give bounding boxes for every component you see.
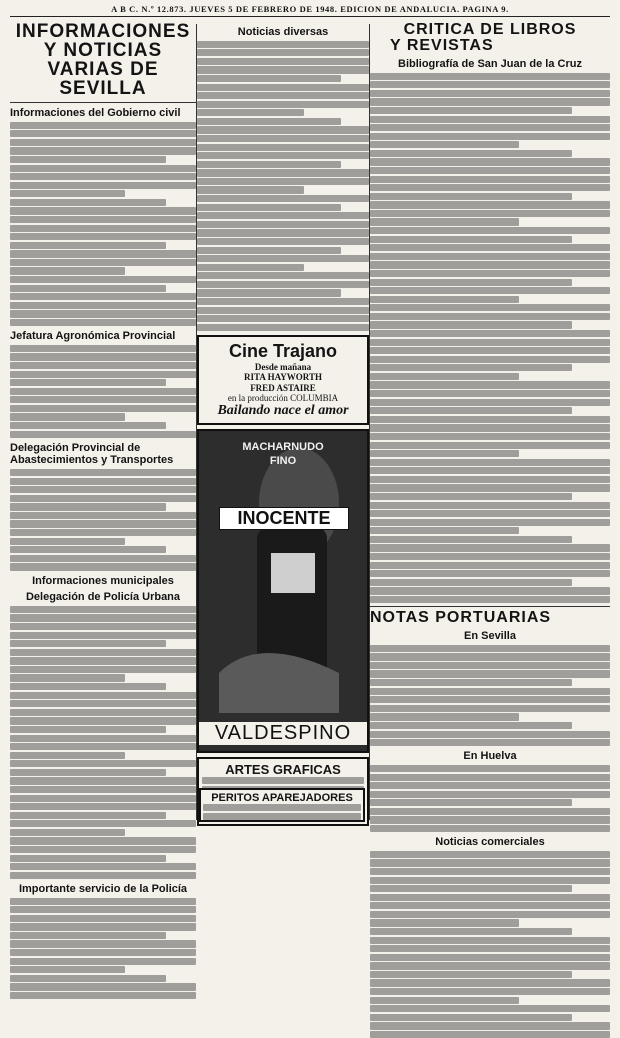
text-line	[370, 218, 519, 225]
text-line	[10, 319, 196, 326]
critica-title-2: Y REVISTAS	[390, 37, 494, 54]
section-heading: Jefatura Agronómica Provincial	[10, 330, 176, 343]
text-line	[370, 330, 610, 337]
text-line	[197, 255, 369, 262]
text-line	[370, 519, 610, 526]
section-heading: Importante servicio de la Policía	[18, 882, 188, 895]
sevilla-body	[370, 645, 610, 747]
text-line	[370, 662, 610, 669]
cine-name: Cine Trajano	[228, 340, 338, 361]
text-line	[10, 538, 125, 545]
text-line	[197, 324, 369, 331]
text-line	[370, 553, 610, 560]
text-line	[370, 722, 572, 729]
text-line	[370, 765, 610, 772]
divider	[370, 606, 610, 607]
text-line	[197, 247, 341, 254]
text-line	[10, 940, 196, 947]
artes-title: ARTES GRAFICAS	[225, 762, 341, 778]
text-line	[10, 130, 196, 137]
text-line	[197, 126, 369, 133]
text-line	[10, 769, 166, 776]
text-line	[370, 407, 572, 414]
section-body	[10, 898, 196, 1000]
text-line	[370, 399, 610, 406]
text-line	[370, 390, 610, 397]
text-line	[370, 774, 610, 781]
text-line	[10, 709, 196, 716]
text-line	[10, 353, 196, 360]
text-line	[370, 1031, 610, 1038]
text-line	[370, 791, 610, 798]
text-line	[197, 135, 369, 142]
text-line	[10, 555, 196, 562]
text-line	[370, 313, 610, 320]
notice-heading: Noticias diversas	[237, 26, 329, 38]
text-line	[370, 450, 519, 457]
text-line	[370, 90, 610, 97]
text-line	[370, 381, 610, 388]
text-line	[197, 75, 341, 82]
text-line	[370, 167, 610, 174]
text-line	[370, 919, 519, 926]
text-line	[370, 107, 572, 114]
text-line	[370, 859, 610, 866]
text-line	[370, 433, 610, 440]
text-line	[10, 777, 196, 784]
text-line	[10, 837, 196, 844]
text-line	[370, 988, 610, 995]
text-line	[370, 150, 572, 157]
text-line	[370, 596, 610, 603]
text-line	[370, 73, 610, 80]
text-line	[370, 1022, 610, 1029]
text-line	[10, 478, 196, 485]
text-line	[370, 493, 572, 500]
text-line	[370, 645, 610, 652]
text-line	[10, 512, 196, 519]
text-line	[370, 782, 610, 789]
text-line	[10, 122, 196, 129]
text-line	[10, 863, 196, 870]
text-line	[10, 632, 196, 639]
sevilla-heading: En Sevilla	[464, 630, 516, 643]
peritos-body	[203, 804, 361, 820]
text-line	[370, 236, 572, 243]
text-line	[10, 752, 125, 759]
text-line	[370, 296, 519, 303]
text-line	[197, 204, 341, 211]
text-line	[197, 186, 304, 193]
text-line	[197, 307, 369, 314]
text-line	[10, 915, 196, 922]
text-line	[10, 992, 196, 999]
text-line	[10, 396, 196, 403]
text-line	[197, 264, 304, 271]
text-line	[370, 184, 610, 191]
text-line	[370, 193, 572, 200]
text-line	[10, 413, 125, 420]
text-line	[10, 546, 166, 553]
text-line	[10, 486, 196, 493]
text-line	[10, 657, 196, 664]
text-line	[197, 152, 369, 159]
text-line	[370, 688, 610, 695]
text-line	[370, 321, 572, 328]
review-heading: Bibliografía de San Juan de la Cruz	[398, 58, 582, 70]
text-line	[10, 362, 196, 369]
text-line	[10, 190, 125, 197]
text-line	[10, 165, 196, 172]
text-line	[10, 242, 166, 249]
text-line	[370, 696, 610, 703]
section-body	[10, 606, 196, 879]
text-line	[10, 529, 196, 536]
cine-line-1: Desde mañana	[254, 361, 312, 372]
text-line	[10, 199, 166, 206]
text-line	[197, 118, 341, 125]
wine-ad	[197, 429, 369, 753]
text-line	[197, 298, 369, 305]
text-line	[370, 971, 572, 978]
text-line	[370, 911, 610, 918]
text-line	[10, 302, 196, 309]
text-line	[10, 855, 166, 862]
col1-sections	[10, 107, 196, 999]
text-line	[370, 587, 610, 594]
text-line	[10, 949, 196, 956]
text-line	[370, 997, 519, 1004]
text-line	[10, 829, 125, 836]
text-line	[197, 109, 304, 116]
text-line	[10, 923, 196, 930]
text-line	[10, 405, 196, 412]
text-line	[10, 250, 196, 257]
text-line	[10, 371, 196, 378]
huelva-body	[370, 765, 610, 832]
text-line	[197, 169, 369, 176]
peritos-title: PERITOS APAREJADORES	[211, 792, 353, 804]
text-line	[370, 851, 610, 858]
text-line	[370, 1005, 610, 1012]
text-line	[370, 816, 610, 823]
text-line	[370, 502, 610, 509]
column-right	[370, 21, 610, 849]
column-left	[10, 21, 196, 895]
text-line	[370, 731, 610, 738]
text-line	[370, 928, 572, 935]
cine-trajano-ad	[197, 335, 369, 425]
text-line	[370, 945, 610, 952]
text-line	[10, 803, 196, 810]
text-line	[370, 713, 519, 720]
text-line	[197, 281, 369, 288]
text-line	[10, 649, 196, 656]
comercial-body	[370, 851, 610, 1038]
text-line	[197, 161, 341, 168]
text-line	[370, 544, 610, 551]
main-title-line-2: VARIAS DE SEVILLA	[47, 59, 159, 99]
text-line	[370, 825, 610, 832]
text-line	[370, 527, 519, 534]
text-line	[370, 868, 610, 875]
text-line	[10, 614, 196, 621]
text-line	[370, 885, 572, 892]
text-line	[203, 813, 361, 820]
text-line	[197, 58, 369, 65]
text-line	[197, 144, 369, 151]
text-line	[10, 606, 196, 613]
text-line	[370, 562, 610, 569]
section-heading: Informaciones del Gobierno civil	[10, 107, 181, 119]
text-line	[10, 674, 125, 681]
text-line	[370, 304, 610, 311]
section-heading: Delegación de Policía Urbana	[25, 591, 181, 604]
text-line	[10, 173, 196, 180]
text-line	[10, 345, 196, 352]
text-line	[10, 563, 196, 570]
text-line	[10, 795, 196, 802]
text-line	[202, 777, 364, 784]
text-line	[10, 743, 196, 750]
text-line	[370, 244, 610, 251]
text-line	[197, 92, 369, 99]
text-line	[10, 276, 196, 283]
text-line	[370, 356, 610, 363]
text-line	[10, 503, 166, 510]
text-line	[10, 983, 196, 990]
text-line	[10, 717, 196, 724]
cine-line-3: FRED ASTAIRE	[250, 382, 316, 393]
text-line	[370, 347, 610, 354]
text-line	[197, 195, 369, 202]
text-line	[370, 510, 610, 517]
text-line	[370, 877, 610, 884]
text-line	[10, 520, 196, 527]
text-line	[370, 158, 610, 165]
wine-name-label: INOCENTE	[219, 507, 349, 530]
text-line	[370, 536, 572, 543]
text-line	[370, 287, 610, 294]
text-line	[203, 804, 361, 811]
cine-line-4: en la producción COLUMBIA	[227, 392, 339, 403]
text-line	[370, 270, 610, 277]
text-line	[370, 253, 610, 260]
text-line	[10, 735, 196, 742]
section-body	[10, 469, 196, 571]
text-line	[370, 424, 610, 431]
text-line	[370, 339, 610, 346]
text-line	[10, 259, 196, 266]
text-line	[197, 229, 369, 236]
text-line	[10, 726, 166, 733]
text-line	[370, 579, 572, 586]
page-header: A B C. N.º 12.873. JUEVES 5 DE FEBRERO DE 1948. EDICION DE ANDALUCIA. PAGINA 9.	[10, 4, 610, 17]
text-line	[370, 1014, 572, 1021]
text-line	[10, 156, 166, 163]
text-line	[10, 216, 196, 223]
text-line	[197, 289, 341, 296]
text-line	[10, 906, 196, 913]
main-title-line-1: INFORMACIONES Y NOTICIAS	[15, 21, 191, 61]
text-line	[370, 279, 572, 286]
critica-title-1: CRITICA DE LIBROS	[403, 21, 577, 38]
text-line	[370, 937, 610, 944]
text-line	[10, 623, 196, 630]
text-line	[370, 81, 610, 88]
text-line	[197, 212, 369, 219]
section-heading: Informaciones municipales	[32, 574, 174, 587]
text-line	[370, 467, 610, 474]
column-middle	[197, 22, 369, 822]
wine-top-label-2: FINO	[269, 455, 297, 468]
text-line	[370, 98, 610, 105]
text-line	[370, 416, 610, 423]
section-body	[10, 122, 196, 326]
text-line	[370, 476, 610, 483]
text-line	[10, 975, 166, 982]
text-line	[10, 812, 166, 819]
text-line	[10, 846, 196, 853]
text-line	[197, 178, 369, 185]
text-line	[370, 141, 519, 148]
text-line	[370, 210, 610, 217]
wine-top-label: MACHARNUDO	[242, 441, 324, 454]
text-line	[370, 133, 610, 140]
notice-body	[197, 41, 369, 331]
text-line	[10, 872, 196, 879]
text-line	[370, 484, 610, 491]
text-line	[10, 310, 196, 317]
notas-portuarias-title: NOTAS PORTUARIAS	[370, 609, 552, 627]
text-line	[10, 932, 166, 939]
text-line	[370, 808, 610, 815]
text-line	[370, 442, 610, 449]
text-line	[10, 495, 196, 502]
text-line	[10, 469, 196, 476]
text-line	[197, 41, 369, 48]
text-line	[370, 176, 610, 183]
text-line	[10, 640, 166, 647]
text-line	[197, 272, 369, 279]
wine-brand: VALDESPINO	[199, 722, 367, 745]
text-line	[370, 705, 610, 712]
text-line	[370, 227, 610, 234]
text-line	[10, 233, 196, 240]
text-line	[10, 958, 196, 965]
text-line	[10, 225, 196, 232]
text-line	[10, 898, 196, 905]
text-line	[10, 666, 196, 673]
text-line	[370, 201, 610, 208]
text-line	[197, 221, 369, 228]
text-line	[10, 692, 196, 699]
text-line	[370, 670, 610, 677]
text-line	[370, 364, 572, 371]
text-line	[370, 979, 610, 986]
text-line	[197, 49, 369, 56]
text-line	[370, 962, 610, 969]
text-line	[370, 902, 610, 909]
text-line	[10, 139, 196, 146]
text-line	[197, 101, 369, 108]
text-line	[370, 653, 610, 660]
text-line	[10, 820, 196, 827]
text-line	[197, 315, 369, 322]
text-line	[10, 431, 196, 438]
text-line	[370, 739, 610, 746]
text-line	[10, 966, 125, 973]
text-line	[10, 147, 196, 154]
text-line	[370, 679, 572, 686]
text-line	[197, 238, 369, 245]
cine-line-2: RITA HAYWORTH	[244, 372, 322, 383]
divider	[10, 102, 196, 103]
review-body	[370, 73, 610, 603]
text-line	[10, 760, 196, 767]
section-body	[10, 345, 196, 438]
section-heading: Delegación Provincial de Abastecimientos y Transportes	[10, 441, 174, 467]
text-line	[10, 267, 125, 274]
cine-film-title: Bailando nace el amor	[217, 403, 349, 419]
wine-bottle-image	[199, 431, 367, 751]
huelva-heading: En Huelva	[463, 750, 517, 763]
text-line	[370, 459, 610, 466]
comercial-heading: Noticias comerciales	[435, 836, 545, 849]
text-line	[10, 379, 166, 386]
text-line	[370, 894, 610, 901]
text-line	[10, 293, 196, 300]
text-line	[370, 799, 572, 806]
text-line	[10, 285, 166, 292]
text-line	[370, 373, 519, 380]
text-line	[10, 207, 196, 214]
text-line	[370, 954, 610, 961]
text-line	[370, 116, 610, 123]
text-line	[10, 182, 196, 189]
text-line	[10, 388, 196, 395]
text-line	[10, 683, 166, 690]
text-line	[370, 570, 610, 577]
text-line	[370, 124, 610, 131]
text-line	[10, 422, 166, 429]
text-line	[10, 786, 196, 793]
text-line	[197, 84, 369, 91]
text-line	[10, 700, 196, 707]
peritos-ad	[199, 788, 365, 822]
text-line	[197, 66, 369, 73]
text-line	[370, 261, 610, 268]
